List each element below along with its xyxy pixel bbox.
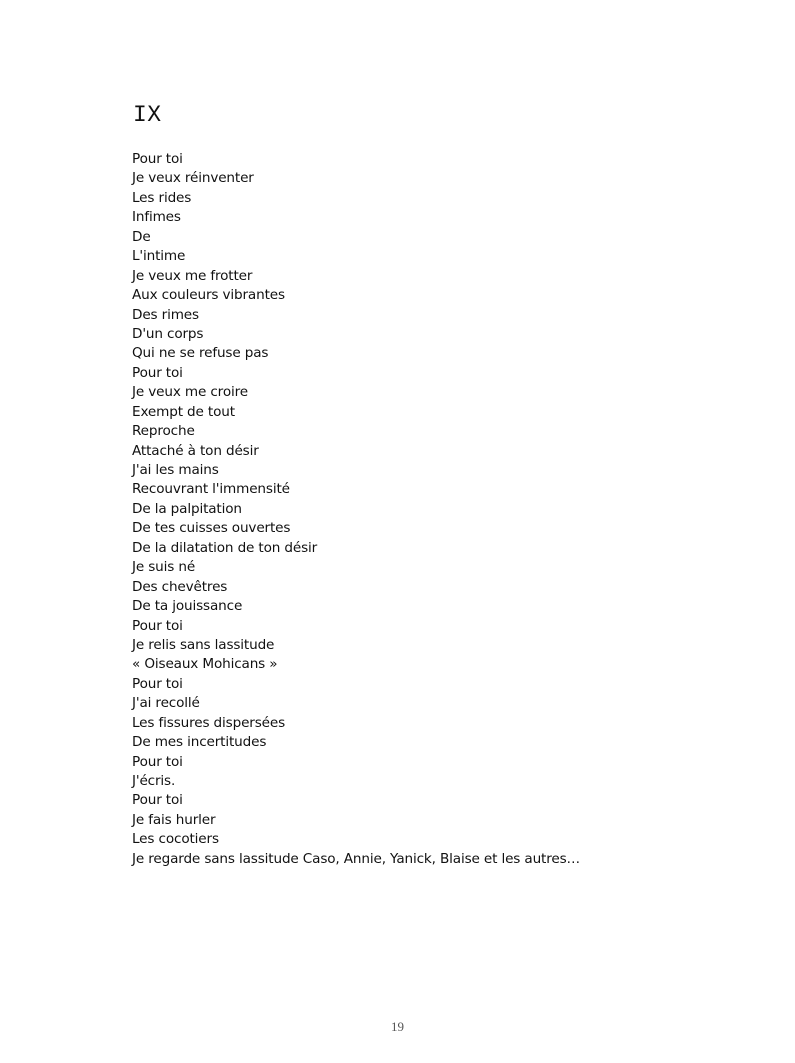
poem-line: Pour toi <box>132 792 183 809</box>
poem-line: Qui ne se refuse pas <box>132 345 269 362</box>
poem-heading: IX <box>133 102 162 128</box>
poem-line: De ta jouissance <box>132 598 243 615</box>
poem-line: Recouvrant l'immensité <box>132 481 290 498</box>
poem-line: Pour toi <box>132 364 183 381</box>
poem-line: J'ai recollé <box>132 695 200 712</box>
poem-line: Les fissures dispersées <box>132 714 286 731</box>
poem-line: J'ai les mains <box>132 462 219 478</box>
poem-line: Aux couleurs vibrantes <box>132 287 285 304</box>
poem-line: Je veux me croire <box>132 384 248 401</box>
poem-line: Pour toi <box>132 753 183 770</box>
poem-line: D'un corps <box>132 325 204 342</box>
poem-line: De la dilatation de ton désir <box>132 539 318 556</box>
poem-line: Pour toi <box>132 675 183 692</box>
poem-line: Je veux me frotter <box>132 267 253 284</box>
poem-line: L'intime <box>132 248 186 265</box>
poem-line: « Oiseaux Mohicans » <box>132 656 278 673</box>
poem-line: Infimes <box>132 209 181 226</box>
poem-line: Je suis né <box>132 559 196 576</box>
page-number: 19 <box>391 1019 404 1034</box>
poem-line: De tes cuisses ouvertes <box>132 520 291 537</box>
poem-line: Les cocotiers <box>132 831 219 848</box>
poem-line: Exempt de tout <box>132 403 235 420</box>
poem-line: De mes incertitudes <box>132 734 267 751</box>
poem-line: Les rides <box>132 189 192 206</box>
poem-line: Pour toi <box>132 151 183 167</box>
poem-line: Des chevêtres <box>132 578 228 595</box>
poem-line: Des rimes <box>132 306 199 323</box>
poem-line: J'écris. <box>132 773 176 789</box>
poem-line: Reproche <box>132 423 195 440</box>
poem-line: Pour toi <box>132 617 183 634</box>
poem-body <box>132 150 580 869</box>
poem-line: De <box>132 228 151 245</box>
poem-line: Attaché à ton désir <box>132 442 259 459</box>
poem-line: Je fais hurler <box>132 811 216 828</box>
poem-line: Je veux réinventer <box>132 170 254 187</box>
poem-line: Je relis sans lassitude <box>132 636 275 653</box>
poem-line: De la palpitation <box>132 500 242 517</box>
poem-line: Je regarde sans lassitude Caso, Annie, Yanick, Blaise et les autres… <box>132 850 580 867</box>
